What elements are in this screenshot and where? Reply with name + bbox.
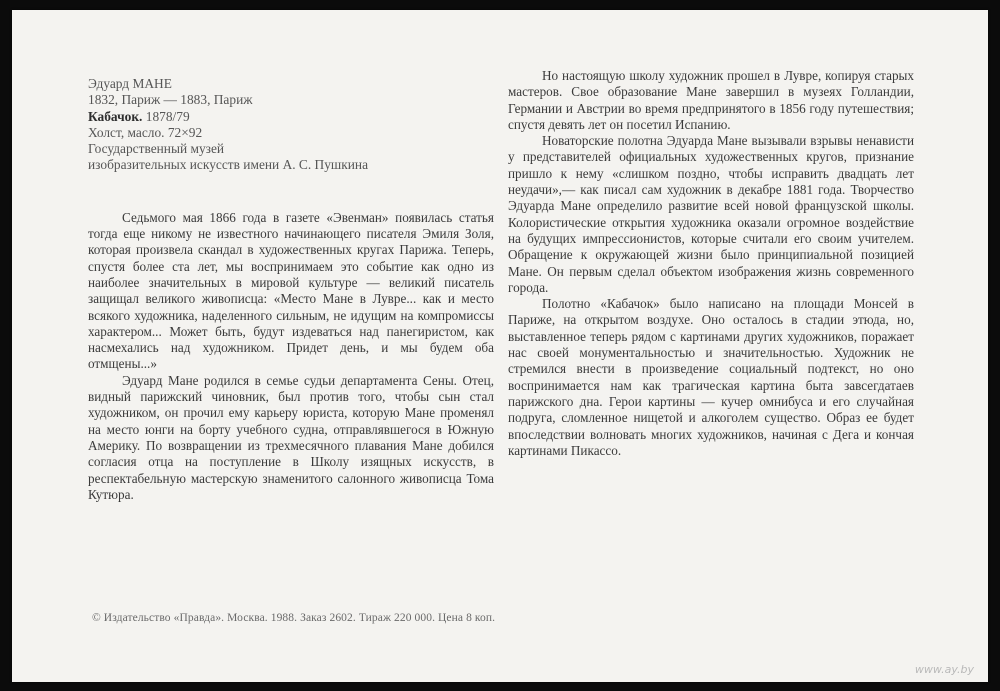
museum-line-2: изобразительных искусств имени А. С. Пушкина [88, 157, 369, 173]
watermark: www.ay.by [914, 663, 974, 676]
artist-life-dates: 1832, Париж — 1883, Париж [88, 92, 253, 108]
painting-year: 1878/79 [145, 108, 190, 124]
paragraph-5: Полотно «Кабачок» было написано на площади Монсей в Париже, на открытом воздухе. Оно осталось в стадии этюда, но, выставленное теперь рядом с картинами других художников, поражает нас своей монументальностью и значительностью. Художник не стремился внести в произведение социальный подтекст, но оно воспринимается нам как трагическая картина быта завсегдатаев парижского дна. Герои картины — кучер омнибуса и его случайная подруга, сломленное нищетой и алкоголем существо. Образ ее будет впоследствии волновать многих художников, начиная с Дега и кончая картинами Пикассо. [508, 296, 914, 458]
artist-name: Эдуард МАНЕ [88, 76, 172, 91]
right-column [508, 68, 914, 459]
museum-line-1: Государственный музей [88, 141, 225, 157]
paragraph-3: Но настоящую школу художник прошел в Лувре, копируя старых мастеров. Свое образование Мане завершил в музеях Голландии, Германии и Австрии во время предпринятого в 1856 году путешествия; спустя девять лет он посетил Испанию. [508, 68, 914, 132]
postcard-back [12, 10, 988, 682]
header-spacer [88, 174, 494, 210]
painting-info [88, 109, 494, 125]
painting-title: Кабачок. [88, 108, 143, 124]
left-column [88, 76, 494, 503]
paragraph-1: Седьмого мая 1866 года в газете «Эвенман» появилась статья тогда еще никому не известного начинающего писателя Эмиля Золя, которая произвела скандал в художественных кругах Парижа. Теперь, спустя более ста лет, мы воспринимаем это событие как одно из наиболее значительных в мировой культуре — великий писатель защищал великого живописца: «Место Мане в Лувре... как и место всякого художника, наделенного сильным, не идущим на компромиссы характером... Может быть, будут издеваться над панегиристом, как насмехались над художником. Придет день, и мы будем оба отмщены...» [88, 209, 494, 372]
publisher-imprint: © Издательство «Правда». Москва. 1988. Заказ 2602. Тираж 220 000. Цена 8 коп. [92, 612, 496, 624]
paragraph-4: Новаторские полотна Эдуарда Мане вызывали взрывы ненависти у представителей официальных художественных кругов, признание пришло к нему «слишком поздно, чтобы исправить двадцать лет неудачи»,— как писал сам художник в декабре 1881 года. Творчество Эдуарда Мане определило развитие всей новой французской школы. Колористические открытия художника оказали огромное воздействие на будущих импрессионистов, которые считали его своим учителем. Обращение к окружающей жизни было принципиальной позицией Мане. Он первым сделал объектом изображения жизнь современного города. [508, 133, 914, 295]
painting-medium: Холст, масло. 72×92 [88, 124, 203, 140]
paragraph-2: Эдуард Мане родился в семье судьи департамента Сены. Отец, видный парижский чиновник, был против того, чтобы сын стал художником, он прочил ему карьеру юриста, которую Мане променял на место юнги на борту учебного судна, отправлявшегося в Южную Америку. По возвращении из трехмесячного плавания Мане добился согласия отца на поступление в Школу изящных искусств, в респектабельную мастерскую знаменитого салонного живописца Тома Кутюра. [88, 372, 494, 502]
